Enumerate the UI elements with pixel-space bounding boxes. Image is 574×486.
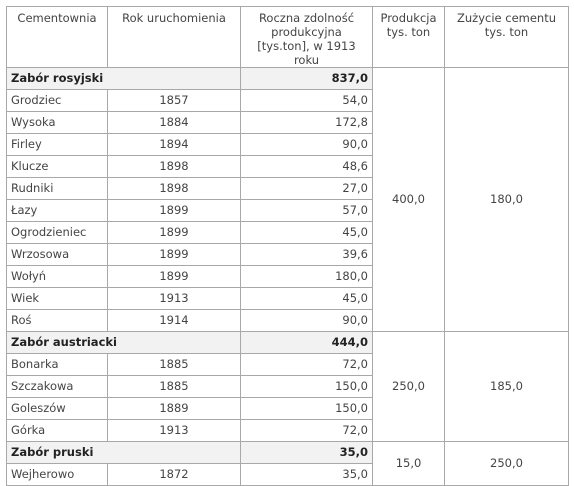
year-cell: 1913 xyxy=(108,288,241,310)
year-cell: 1885 xyxy=(108,376,241,398)
year-cell: 1898 xyxy=(108,156,241,178)
plant-name-cell: Wołyń xyxy=(7,266,108,288)
plant-name-cell: Firley xyxy=(7,134,108,156)
header-plant: Cementownia xyxy=(7,7,108,68)
header-production: Produkcja tys. ton xyxy=(373,7,445,68)
capacity-cell: 27,0 xyxy=(241,178,373,200)
group-production-cell: 15,0 xyxy=(373,442,445,486)
group-production-cell: 400,0 xyxy=(373,68,445,332)
capacity-cell: 172,8 xyxy=(241,112,373,134)
group-name-cell: Zabór pruski xyxy=(7,442,241,464)
table-header-row xyxy=(7,7,569,68)
plant-name-cell: Grodziec xyxy=(7,90,108,112)
header-capacity: Roczna zdolność produkcyjna [tys.ton], w 1913 roku xyxy=(241,7,373,68)
plant-name-cell: Szczakowa xyxy=(7,376,108,398)
group-consumption-cell: 185,0 xyxy=(445,332,569,442)
group-row xyxy=(7,442,569,464)
cement-plants-table xyxy=(6,6,569,486)
plant-name-cell: Łazy xyxy=(7,200,108,222)
group-capacity-cell: 35,0 xyxy=(241,442,373,464)
year-cell: 1894 xyxy=(108,134,241,156)
group-row xyxy=(7,332,569,354)
capacity-cell: 57,0 xyxy=(241,200,373,222)
header-consumption: Zużycie cementu tys. ton xyxy=(445,7,569,68)
year-cell: 1889 xyxy=(108,398,241,420)
plant-name-cell: Bonarka xyxy=(7,354,108,376)
year-cell: 1898 xyxy=(108,178,241,200)
capacity-cell: 90,0 xyxy=(241,134,373,156)
capacity-cell: 48,6 xyxy=(241,156,373,178)
capacity-cell: 72,0 xyxy=(241,354,373,376)
group-consumption-cell: 180,0 xyxy=(445,68,569,332)
year-cell: 1913 xyxy=(108,420,241,442)
capacity-cell: 54,0 xyxy=(241,90,373,112)
group-production-cell: 250,0 xyxy=(373,332,445,442)
plant-name-cell: Wiek xyxy=(7,288,108,310)
plant-name-cell: Ogrodzieniec xyxy=(7,222,108,244)
group-capacity-cell: 837,0 xyxy=(241,68,373,90)
group-row xyxy=(7,68,569,90)
year-cell: 1872 xyxy=(108,464,241,486)
year-cell: 1884 xyxy=(108,112,241,134)
year-cell: 1899 xyxy=(108,222,241,244)
cement-plants-table-container xyxy=(6,6,569,486)
group-name-cell: Zabór austriacki xyxy=(7,332,241,354)
year-cell: 1885 xyxy=(108,354,241,376)
year-cell: 1899 xyxy=(108,244,241,266)
table-body xyxy=(7,68,569,486)
capacity-cell: 150,0 xyxy=(241,376,373,398)
plant-name-cell: Goleszów xyxy=(7,398,108,420)
header-year: Rok uruchomienia xyxy=(108,7,241,68)
group-name-cell: Zabór rosyjski xyxy=(7,68,241,90)
plant-name-cell: Górka xyxy=(7,420,108,442)
capacity-cell: 45,0 xyxy=(241,288,373,310)
capacity-cell: 45,0 xyxy=(241,222,373,244)
capacity-cell: 180,0 xyxy=(241,266,373,288)
group-capacity-cell: 444,0 xyxy=(241,332,373,354)
year-cell: 1899 xyxy=(108,266,241,288)
year-cell: 1899 xyxy=(108,200,241,222)
year-cell: 1857 xyxy=(108,90,241,112)
plant-name-cell: Wejherowo xyxy=(7,464,108,486)
group-consumption-cell: 250,0 xyxy=(445,442,569,486)
plant-name-cell: Wysoka xyxy=(7,112,108,134)
plant-name-cell: Roś xyxy=(7,310,108,332)
plant-name-cell: Klucze xyxy=(7,156,108,178)
capacity-cell: 72,0 xyxy=(241,420,373,442)
capacity-cell: 90,0 xyxy=(241,310,373,332)
plant-name-cell: Rudniki xyxy=(7,178,108,200)
capacity-cell: 39,6 xyxy=(241,244,373,266)
plant-name-cell: Wrzosowa xyxy=(7,244,108,266)
capacity-cell: 35,0 xyxy=(241,464,373,486)
capacity-cell: 150,0 xyxy=(241,398,373,420)
year-cell: 1914 xyxy=(108,310,241,332)
